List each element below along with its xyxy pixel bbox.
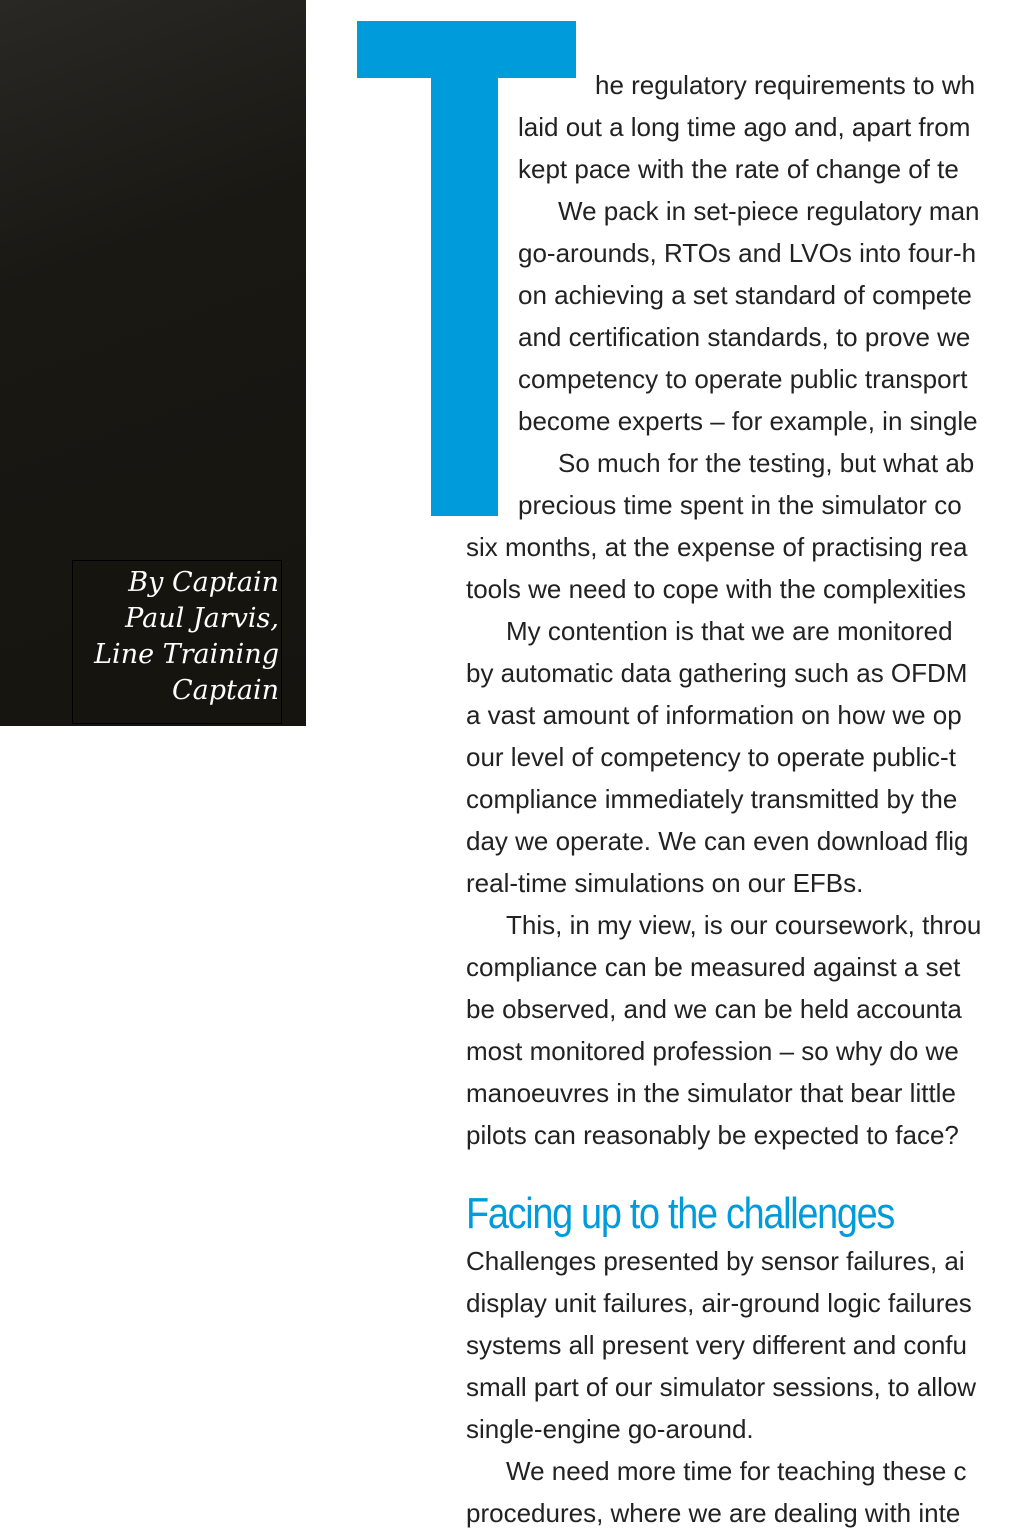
byline bbox=[72, 560, 282, 724]
section-heading: Facing up to the challenges bbox=[466, 1189, 894, 1238]
body-text-line: he regulatory requirements to wh bbox=[595, 70, 976, 100]
body-text-line: We pack in set-piece regulatory man bbox=[558, 196, 980, 226]
body-text-line: kept pace with the rate of change of te bbox=[518, 154, 959, 184]
body-text-line: six months, at the expense of practising rea bbox=[466, 532, 968, 562]
body-text-line: a vast amount of information on how we op bbox=[466, 700, 962, 730]
body-text-line: We need more time for teaching these c bbox=[506, 1456, 967, 1486]
body-text-line: laid out a long time ago and, apart from bbox=[518, 112, 971, 142]
body-text-line: become experts – for example, in single bbox=[518, 406, 978, 436]
body-text-line: day we operate. We can even download flig bbox=[466, 826, 969, 856]
body-text-line: be observed, and we can be held accounta bbox=[466, 994, 962, 1024]
body-text-line: systems all present very different and confu bbox=[466, 1330, 967, 1360]
body-text-line: and certification standards, to prove we bbox=[518, 322, 971, 352]
body-text-line: by automatic data gathering such as OFDM bbox=[466, 658, 968, 688]
body-text-line: our level of competency to operate public-t bbox=[466, 742, 956, 772]
body-text-line: This, in my view, is our coursework, throu bbox=[506, 910, 982, 940]
drop-cap-crossbar bbox=[357, 21, 576, 78]
body-text-line: on achieving a set standard of compete bbox=[518, 280, 972, 310]
body-text-line: compliance immediately transmitted by the bbox=[466, 784, 958, 814]
byline-line: Line Training bbox=[94, 639, 279, 670]
body-text-line: most monitored profession – so why do we bbox=[466, 1036, 959, 1066]
drop-cap-stem bbox=[431, 78, 498, 516]
byline-line: Captain bbox=[171, 675, 279, 706]
body-text-line: tools we need to cope with the complexities bbox=[466, 574, 967, 604]
body-text-line: go-arounds, RTOs and LVOs into four-h bbox=[518, 238, 977, 268]
body-text-line: single-engine go-around. bbox=[466, 1414, 754, 1444]
body-text-line: manoeuvres in the simulator that bear little bbox=[466, 1078, 956, 1108]
body-text-line: small part of our simulator sessions, to allow bbox=[466, 1372, 977, 1402]
body-text-line: competency to operate public transport bbox=[518, 364, 968, 394]
body-text-line: procedures, where we are dealing with inte bbox=[466, 1498, 961, 1528]
body-text-line: pilots can reasonably be expected to face? bbox=[466, 1120, 959, 1150]
body-text-line: My contention is that we are monitored bbox=[506, 616, 953, 646]
body-text-line: So much for the testing, but what ab bbox=[558, 448, 975, 478]
body-text-line: real-time simulations on our EFBs. bbox=[466, 868, 864, 898]
body-text-line: Challenges presented by sensor failures, ai bbox=[466, 1246, 965, 1276]
body-text-line: display unit failures, air-ground logic failures bbox=[466, 1288, 972, 1318]
byline-line: Paul Jarvis, bbox=[125, 603, 279, 634]
body-text-line: precious time spent in the simulator co bbox=[518, 490, 962, 520]
byline-line: By Captain bbox=[128, 567, 279, 598]
body-text-line: compliance can be measured against a set bbox=[466, 952, 961, 982]
